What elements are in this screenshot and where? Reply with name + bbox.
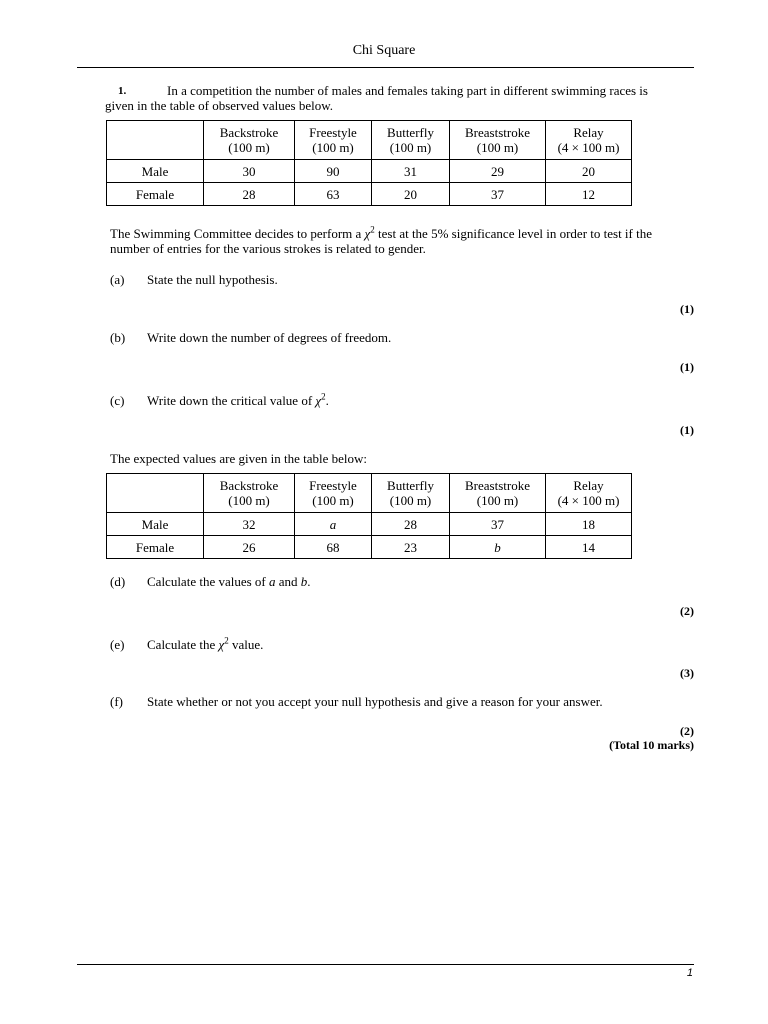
part-f-marks: (2) — [680, 724, 694, 738]
table-cell: 90 — [295, 160, 372, 183]
table-cell: 37 — [450, 183, 546, 206]
expected-intro: The expected values are given in the table below: — [110, 451, 368, 466]
table-corner-cell — [107, 474, 204, 513]
column-header-breaststroke: Breaststroke (100 m) — [450, 121, 546, 160]
table-cell: 26 — [204, 536, 295, 559]
part-d-marks: (2) — [680, 604, 694, 618]
table-cell: 20 — [372, 183, 450, 206]
part-f-label: (f) — [110, 694, 123, 709]
expected-values-table — [106, 473, 632, 559]
part-c-marks: (1) — [680, 423, 694, 437]
part-b-text: Write down the number of degrees of freedom. — [147, 330, 392, 345]
table-cell-unknown-b: b — [450, 536, 546, 559]
table-cell-unknown-a: a — [295, 513, 372, 536]
table-cell: 32 — [204, 513, 295, 536]
total-marks: (Total 10 marks) — [609, 738, 694, 752]
part-d-label: (d) — [110, 574, 126, 589]
table-cell: 30 — [204, 160, 295, 183]
part-c-text: Write down the critical value of $\chi^2$. — [147, 391, 329, 408]
column-header-breaststroke: Breaststroke (100 m) — [450, 474, 546, 513]
table-cell: 14 — [546, 536, 632, 559]
column-header-freestyle: Freestyle (100 m) — [295, 474, 372, 513]
table-row — [107, 160, 632, 183]
part-a-marks: (1) — [680, 302, 694, 316]
table-header-row — [107, 474, 632, 513]
column-header-backstroke: Backstroke (100 m) — [204, 474, 295, 513]
column-header-relay: Relay (4 × 100 m) — [546, 121, 632, 160]
table-cell: 20 — [546, 160, 632, 183]
column-header-freestyle: Freestyle (100 m) — [295, 121, 372, 160]
table-cell: 68 — [295, 536, 372, 559]
column-header-butterfly: Butterfly (100 m) — [372, 121, 450, 160]
table-cell: 37 — [450, 513, 546, 536]
committee-paragraph: The Swimming Committee decides to perform a $\chi^2$ test at the 5% significance level in order to test if the number of entries for the various strokes is related to gender. — [110, 224, 653, 256]
table-cell: 28 — [372, 513, 450, 536]
row-label-male: Male — [107, 513, 204, 536]
column-header-butterfly: Butterfly (100 m) — [372, 474, 450, 513]
observed-values-table — [106, 120, 632, 206]
row-label-female: Female — [107, 183, 204, 206]
table-cell: 29 — [450, 160, 546, 183]
part-b-marks: (1) — [680, 360, 694, 374]
part-d-text: Calculate the values of a and b. — [147, 574, 311, 589]
page-number: 1 — [686, 967, 693, 979]
column-header-backstroke: Backstroke (100 m) — [204, 121, 295, 160]
part-a-text: State the null hypothesis. — [147, 272, 278, 287]
table-header-row — [107, 121, 632, 160]
table-row — [107, 536, 632, 559]
table-row — [107, 183, 632, 206]
part-a-label: (a) — [110, 272, 125, 287]
table-cell: 63 — [295, 183, 372, 206]
table-row — [107, 513, 632, 536]
column-header-relay: Relay (4 × 100 m) — [546, 474, 632, 513]
part-e-marks: (3) — [680, 666, 694, 680]
header-title: Chi Square — [352, 43, 416, 58]
table-cell: 31 — [372, 160, 450, 183]
table-cell: 23 — [372, 536, 450, 559]
footer-rule — [77, 964, 694, 965]
table-cell: 18 — [546, 513, 632, 536]
table-cell: 12 — [546, 183, 632, 206]
question-intro: In a competition the number of males and females taking part in different swimming races is given in the table of observed values below. — [105, 83, 648, 113]
part-f-text: State whether or not you accept your null hypothesis and give a reason for your answer. — [147, 694, 603, 709]
part-e-label: (e) — [110, 637, 125, 652]
row-label-male: Male — [107, 160, 204, 183]
part-e-text: Calculate the $\chi^2$ value. — [147, 635, 264, 652]
table-corner-cell — [107, 121, 204, 160]
part-b-label: (b) — [110, 330, 126, 345]
header-rule — [77, 67, 694, 68]
table-cell: 28 — [204, 183, 295, 206]
row-label-female: Female — [107, 536, 204, 559]
question-number: 1. — [118, 85, 127, 97]
part-c-label: (c) — [110, 393, 125, 408]
